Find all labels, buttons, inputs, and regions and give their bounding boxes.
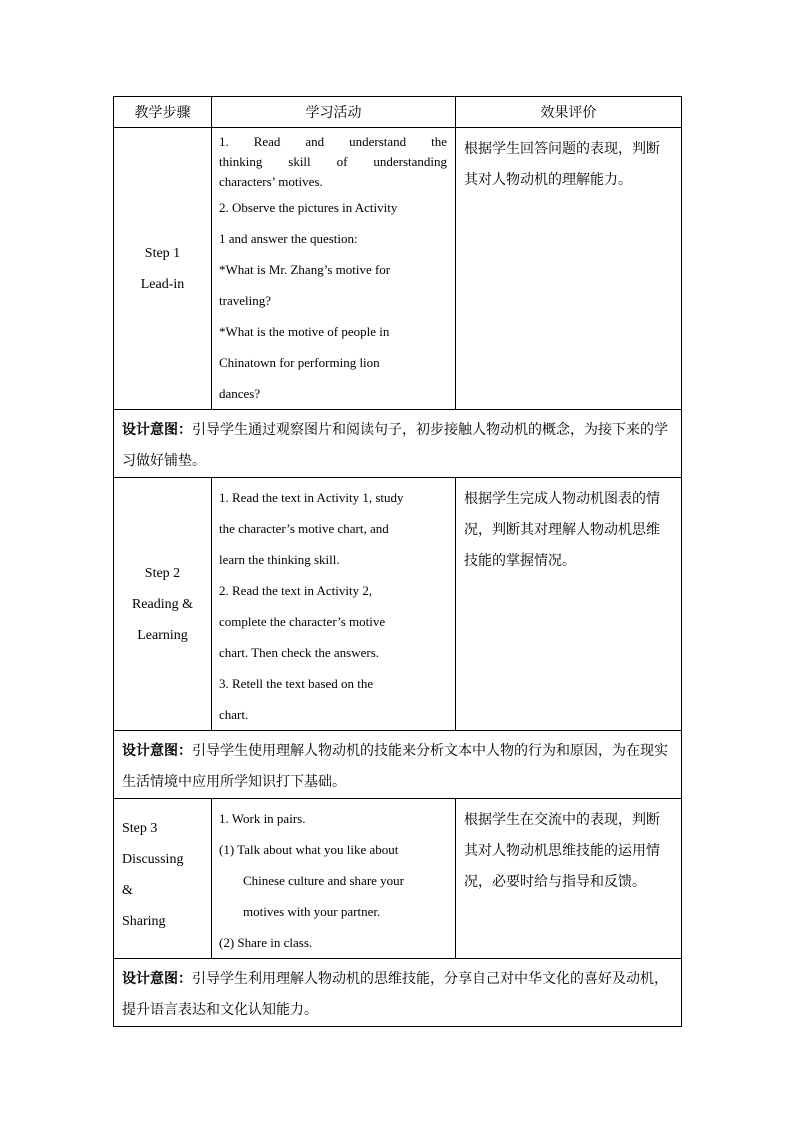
- activity-line: chart. Then check the answers.: [219, 645, 380, 660]
- activity-line: thinking skill of understanding: [219, 154, 447, 169]
- lesson-plan-table: [113, 96, 682, 1027]
- activity-line: 1. Read and understand the: [219, 134, 447, 149]
- step2-activity: [212, 478, 456, 731]
- step3-label-number: Step 3: [122, 821, 158, 836]
- design-intent-text: 引导学生使用理解人物动机的技能来分析文本中人物的行为和原因，为在现实生活情境中应用所学知识打下基础。: [122, 743, 668, 790]
- header-learning-activities: 学习活动: [212, 97, 456, 128]
- step1-design-intent: [114, 410, 682, 478]
- step2-label-number: Step 2: [144, 565, 181, 581]
- activity-line: chart.: [219, 707, 249, 722]
- activity-line: learn the thinking skill.: [219, 552, 340, 567]
- step3-design-intent: [114, 959, 682, 1027]
- design-intent-label: 设计意图：: [122, 971, 192, 987]
- step1-label-number: Step 1: [144, 245, 181, 261]
- step3-label: [114, 799, 212, 959]
- activity-line: (1) Talk about what you like about: [219, 842, 399, 857]
- activity-line: *What is the motive of people in: [219, 324, 390, 339]
- activity-line: dances?: [219, 386, 261, 401]
- step3-label-name: Discussing: [122, 852, 184, 867]
- step2-evaluation: 根据学生完成人物动机图表的情况，判断其对理解人物动机思维技能的掌握情况。: [456, 478, 682, 731]
- design-intent-text: 引导学生通过观察图片和阅读句子，初步接触人物动机的概念，为接下来的学习做好铺垫。: [122, 422, 668, 469]
- activity-line: characters’ motives.: [219, 174, 323, 189]
- activity-line: (2) Share in class.: [219, 935, 313, 950]
- step3-evaluation: 根据学生在交流中的表现，判断其对人物动机思维技能的运用情况，必要时给与指导和反馈。: [456, 799, 682, 959]
- activity-line: 1. Read the text in Activity 1, study: [219, 490, 404, 505]
- step1-label-name: Lead-in: [140, 276, 185, 292]
- activity-line: 2. Observe the pictures in Activity: [219, 200, 398, 215]
- header-evaluation: 效果评价: [456, 97, 682, 128]
- header-teaching-steps: 教学步骤: [114, 97, 212, 128]
- activity-line: complete the character’s motive: [219, 614, 386, 629]
- activity-line: Chinatown for performing lion: [219, 355, 380, 370]
- activity-line: traveling?: [219, 293, 271, 308]
- step1-label: [114, 128, 212, 410]
- step3-row: [114, 799, 682, 959]
- step1-evaluation: 根据学生回答问题的表现，判断其对人物动机的理解能力。: [456, 128, 682, 410]
- step1-activity: [212, 128, 456, 410]
- design-intent-label: 设计意图：: [122, 422, 192, 438]
- activity-line: 1 and answer the question:: [219, 231, 358, 246]
- design-intent-text: 引导学生利用理解人物动机的思维技能，分享自己对中华文化的喜好及动机，提升语言表达和文化认知能力。: [122, 971, 668, 1018]
- step3-label-amp: &: [122, 883, 133, 898]
- design-intent-label: 设计意图：: [122, 743, 192, 759]
- step3-activity: [212, 799, 456, 959]
- activity-line: the character’s motive chart, and: [219, 521, 389, 536]
- step2-label-name: Reading &: [131, 596, 194, 612]
- activity-line: 3. Retell the text based on the: [219, 676, 374, 691]
- activity-line: 2. Read the text in Activity 2,: [219, 583, 373, 598]
- step3-label-name-cont: Sharing: [122, 914, 166, 929]
- activity-line: *What is Mr. Zhang’s motive for: [219, 262, 391, 277]
- activity-line: Chinese culture and share your: [243, 873, 405, 888]
- step3-intent-row: [114, 959, 682, 1027]
- step1-intent-row: [114, 410, 682, 478]
- table-header-row: [114, 97, 682, 128]
- step2-label-name-cont: Learning: [137, 627, 188, 643]
- step2-row: [114, 478, 682, 731]
- activity-line: motives with your partner.: [243, 904, 381, 919]
- step1-row: [114, 128, 682, 410]
- activity-line: 1. Work in pairs.: [219, 811, 306, 826]
- step2-design-intent: [114, 731, 682, 799]
- step2-intent-row: [114, 731, 682, 799]
- step2-label: [114, 478, 212, 731]
